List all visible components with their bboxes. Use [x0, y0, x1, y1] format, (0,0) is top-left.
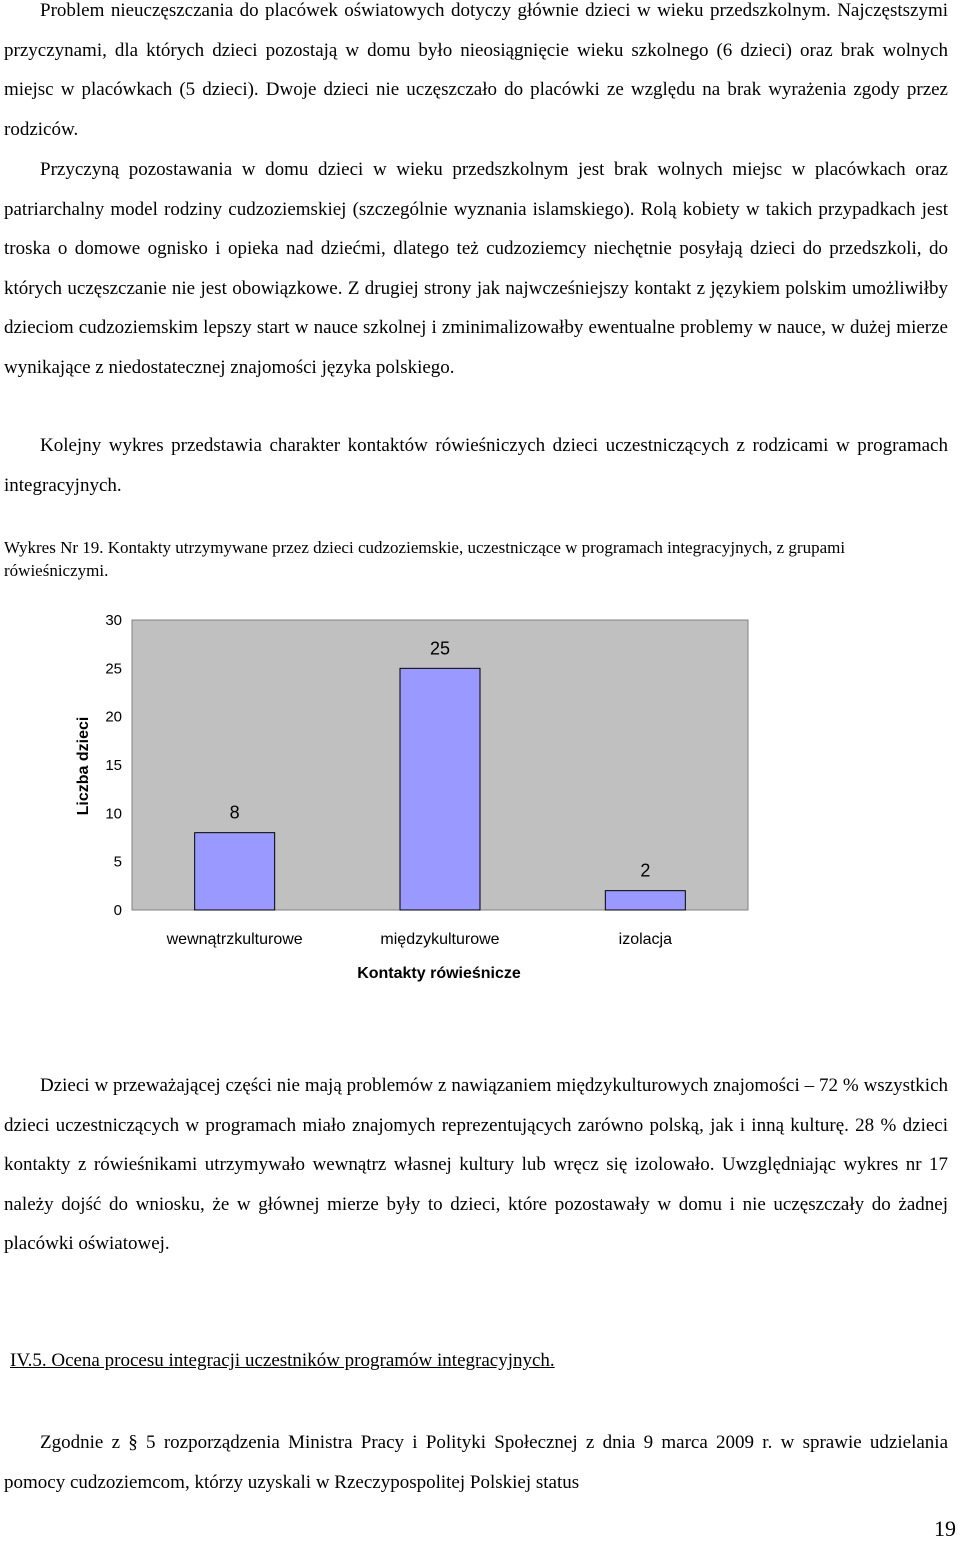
x-axis-title: Kontakty rówieśnicze	[357, 965, 521, 982]
bar-data-label: 25	[429, 638, 451, 659]
x-category-label: wewnątrzkulturowe	[166, 931, 303, 948]
y-axis-title: Liczba dzieci	[75, 716, 92, 816]
x-category-label: międzykulturowe	[380, 931, 500, 948]
paragraph-preschool-attendance: Problem nieuczęszczania do placówek oświatowych dotyczy głównie dzieci w wieku przedszkolnym. Najczęstszymi przyczynami, dla których dzieci pozostają w domu było nieosiągnięcie wieku szkolnego (6 dzieci) oraz brak wolnych miejsc w placówkach (5 dzieci). Dwoje dzieci nie uczęszczało do placówki ze względu na brak wyrażenia zgody przez rodziców.	[4, 0, 948, 140]
bar	[195, 833, 275, 910]
x-category-label: izolacja	[618, 931, 673, 948]
bar	[605, 891, 685, 910]
y-tick-label: 10	[105, 805, 122, 823]
y-tick-label: 15	[105, 757, 122, 774]
bar-data-label: 2	[640, 860, 651, 881]
paragraph-chart-intro: Kolejny wykres przedstawia charakter kontaktów rówieśniczych dzieci uczestniczących z rodzicami w programach integracyjnych.	[4, 435, 948, 496]
page-number: 19	[934, 1516, 956, 1541]
chart-caption: Wykres Nr 19. Kontakty utrzymywane przez dzieci cudzoziemskie, uczestniczące w programach integracyjnych, z grupami rówieśniczymi.	[4, 538, 846, 580]
paragraph-reasons-staying-home: Przyczyną pozostawania w domu dzieci w wieku przedszkolnym jest brak wolnych miejsc w placówkach oraz patriarchalny model rodziny cudzoziemskiej (szczególnie wyznania islamskiego). Rolą kobiety w takich przypadkach jest troska o domowe ognisko i opieka nad dziećmi, dlatego też cudzoziemcy niechętnie posyłają dzieci do przedszkoli, do których uczęszczanie nie jest obowiązkowe. Z drugiej strony jak najwcześniejszy kontakt z językiem polskim umożliwiłby dzieciom cudzoziemskim lepszy start w nauce szkolnej i zminimalizowałby ewentualne problemy w nauce, w dużej mierze wynikające z niedostatecznej znajomości języka polskiego.	[4, 159, 948, 378]
paragraph-regulation: Zgodnie z § 5 rozporządzenia Ministra Pracy i Polityki Społecznej z dnia 9 marca 2009 r. w sprawie udzielania pomocy cudzoziemcom, którzy uzyskali w Rzeczypospolitej Polskiej status	[4, 1432, 948, 1493]
y-tick-label: 20	[105, 708, 122, 726]
y-tick-label: 0	[113, 902, 122, 919]
paragraph-intercultural-contacts: Dzieci w przeważającej części nie mają problemów z nawiązaniem międzykulturowych znajomości – 72 % wszystkich dzieci uczestniczących w programach miało znajomych reprezentujących zarówno polską, jak i inną kulturę. 28 % dzieci kontakty z rówieśnikami utrzymywało wewnątrz własnej kultury lub wręcz się izolowało. Uwzględniając wykres nr 17 należy dojść do wniosku, że w głównej mierze były to dzieci, które pozostawały w domu i nie uczęszczały do żadnej placówki oświatowej.	[4, 1075, 948, 1254]
bar	[400, 668, 480, 910]
y-tick-label: 25	[105, 660, 122, 678]
bar-data-label: 8	[229, 802, 240, 823]
y-tick-label: 5	[113, 853, 122, 871]
y-tick-label: 30	[105, 612, 122, 629]
peer-contacts-bar-chart	[0, 600, 960, 1000]
section-heading: IV.5. Ocena procesu integracji uczestników programów integracyjnych.	[10, 1350, 555, 1371]
